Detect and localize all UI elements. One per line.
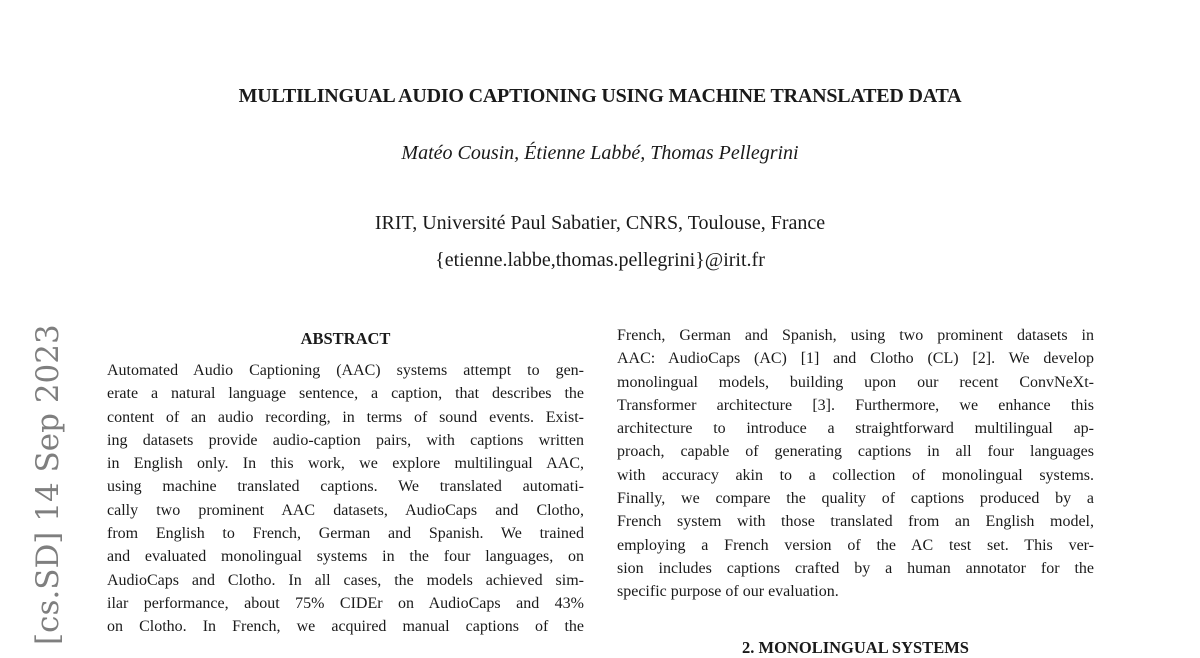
- abstract-line: Automated Audio Captioning (AAC) systems attempt to gen-: [107, 362, 584, 379]
- paper-affiliation: IRIT, Université Paul Sabatier, CNRS, Toulouse, France: [374, 212, 826, 234]
- abstract-line: cally two prominent AAC datasets, AudioCaps and Clotho,: [107, 501, 584, 519]
- intro-line: sion includes captions crafted by a human annotator for the: [617, 559, 1094, 577]
- paper-authors: Matéo Cousin, Étienne Labbé, Thomas Pellegrini: [401, 142, 799, 164]
- abstract-line: on Clotho. In French, we acquired manual captions of the: [107, 618, 584, 636]
- intro-line: AAC: AudioCaps (AC) [1] and Clotho (CL) [2]. We develop: [617, 350, 1094, 368]
- intro-line: French, German and Spanish, using two prominent datasets in: [617, 327, 1094, 344]
- abstract-line: content of an audio recording, in terms of sound events. Exist-: [107, 408, 584, 426]
- section-heading-monolingual: 2. MONOLINGUAL SYSTEMS: [742, 638, 969, 657]
- intro-line: French system with those translated from an English model,: [617, 513, 1094, 531]
- paper-email: {etienne.labbe,thomas.pellegrini}@irit.fr: [435, 249, 765, 271]
- arxiv-stamp: [cs.SD] 14 Sep 2023: [30, 324, 66, 645]
- intro-line: Finally, we compare the quality of captions produced by a: [617, 490, 1094, 508]
- intro-line: specific purpose of our evaluation.: [617, 583, 839, 601]
- abstract-line: ing datasets provide audio-caption pairs, with captions written: [107, 431, 584, 449]
- abstract-line: AudioCaps and Clotho. In all cases, the models achieved sim-: [107, 571, 584, 589]
- intro-line: architecture to introduce a straightforward multilingual ap-: [617, 420, 1094, 438]
- abstract-line: from English to French, German and Spanish. We trained: [107, 525, 584, 543]
- abstract-line: and evaluated monolingual systems in the four languages, on: [107, 548, 584, 566]
- intro-line: proach, capable of generating captions in all four languages: [617, 443, 1094, 461]
- intro-line: employing a French version of the AC test set. This ver-: [617, 536, 1094, 554]
- abstract-heading: ABSTRACT: [300, 329, 391, 348]
- paper-title: MULTILINGUAL AUDIO CAPTIONING USING MACHINE TRANSLATED DATA: [238, 85, 962, 107]
- intro-line: Transformer architecture [3]. Furthermore, we enhance this: [617, 396, 1094, 414]
- abstract-line: in English only. In this work, we explore multilingual AAC,: [107, 455, 584, 473]
- abstract-line: using machine translated captions. We translated automati-: [107, 478, 584, 496]
- intro-line: with accuracy akin to a collection of monolingual systems.: [617, 466, 1094, 484]
- abstract-body: [107, 362, 584, 642]
- abstract-line: ilar performance, about 75% CIDEr on AudioCaps and 43%: [107, 594, 584, 612]
- introduction-body: [617, 327, 1094, 607]
- abstract-line: erate a natural language sentence, a caption, that describes the: [107, 385, 584, 403]
- intro-line: monolingual models, building upon our recent ConvNeXt-: [617, 373, 1094, 391]
